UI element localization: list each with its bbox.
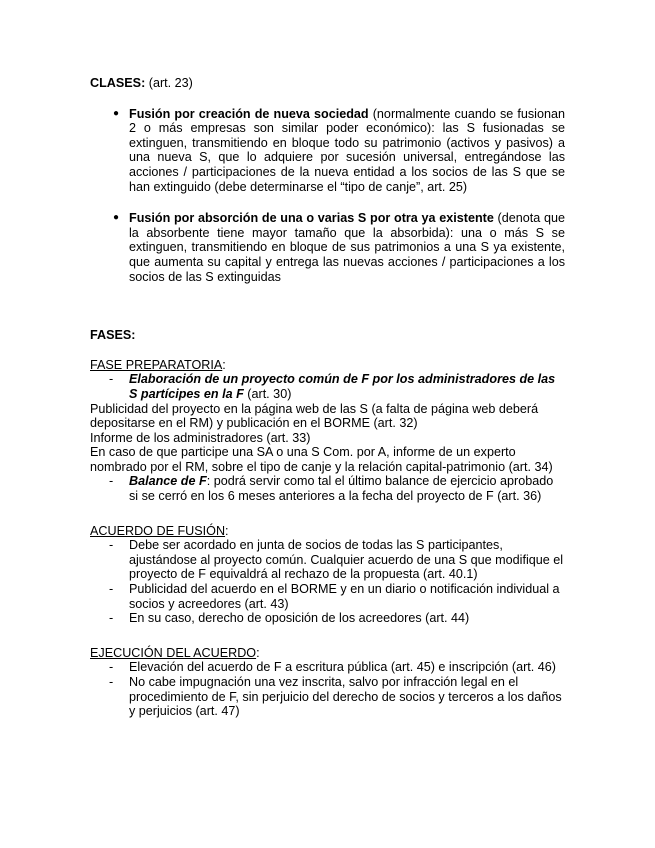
section-title: EJECUCIÓN DEL ACUERDO xyxy=(90,645,257,660)
section-title: FASE PREPARATORIA xyxy=(90,357,223,372)
clase-title: Fusión por absorción de una o varias S por otra ya existente xyxy=(129,211,494,226)
clases-list xyxy=(90,107,565,285)
dash-icon: - xyxy=(109,372,114,387)
dash-icon: - xyxy=(109,660,114,675)
bullet-icon: ● xyxy=(113,212,120,224)
paragraph: Publicidad del proyecto en la página web de las S (a falta de página web deberá depositarse en el RM) y publicación en el BORME (art. 32) xyxy=(90,401,539,431)
list-item xyxy=(90,582,565,611)
section-heading xyxy=(90,646,565,661)
dash-list xyxy=(90,538,565,626)
section-heading xyxy=(90,524,565,539)
ejecucion-acuerdo-section xyxy=(90,646,565,719)
dash-icon: - xyxy=(109,582,114,597)
section-colon: : xyxy=(256,645,260,660)
dash-list xyxy=(90,474,565,503)
clases-heading xyxy=(90,76,565,91)
clase-item-creacion xyxy=(90,107,565,195)
fases-heading: FASES: xyxy=(90,328,136,343)
clase-item-absorcion xyxy=(90,211,565,284)
item-text: Debe ser acordado en junta de socios de todas las S participantes, ajustándose al proyecto común. Cualquier acuerdo de una S que modifique el proyecto de F equivaldrá al rechazo de la propuesta (art. 40.1) xyxy=(129,538,564,582)
clase-text: (denota que la absorbente tiene mayor tamaño que la absorbida): una o más S se extinguen, transmitiendo en bloque de sus patrimonios a una S ya existente, que aumenta su capital y entrega las nuevas acciones / participaciones a los socios de las S extinguidas xyxy=(129,211,565,284)
item-text: : podrá servir como tal el último balance de ejercicio aprobado si se cerró en los 6 meses anteriores a la fecha del proyecto de F (art. 36) xyxy=(129,474,554,504)
clases-ref: (art. 23) xyxy=(145,76,193,90)
item-bold: Elaboración de un proyecto común de F por los administradores de las S partícipes en la F xyxy=(129,372,556,401)
dash-list xyxy=(90,660,565,718)
document-page xyxy=(90,76,565,719)
list-item xyxy=(90,538,565,582)
dash-icon: - xyxy=(109,611,114,626)
section-colon: : xyxy=(222,357,226,372)
acuerdo-fusion-section xyxy=(90,524,565,626)
clase-text: (normalmente cuando se fusionan 2 o más empresas son similar poder económico): las S fusionadas se extinguen, transmitiendo en bloque todo su patrimonio (activos y pasivos) a una nueva S, que lo adquiere por sucesión universal, entregándose las acciones / participaciones de la nueva entidad a los socios de las S que se han extinguido (debe determinarse el “tipo de canje”, art. 25) xyxy=(129,106,566,194)
dash-list xyxy=(90,372,565,401)
item-text: No cabe impugnación una vez inscrita, salvo por infracción legal en el procedimiento de F, sin perjuicio del derecho de socios y terceros a los daños y perjuicios (art. 47) xyxy=(129,675,562,719)
fase-preparatoria-section xyxy=(90,358,565,504)
paragraph: En caso de que participe una SA o una S Com. por A, informe de un experto nombrado por el RM, sobre el tipo de canje y la relación capital-patrimonio (art. 34) xyxy=(90,445,553,474)
section-colon: : xyxy=(225,523,229,538)
paragraph: Informe de los administradores (art. 33) xyxy=(90,430,311,445)
item-text: Publicidad del acuerdo en el BORME y en un diario o notificación individual a socios y acreedores (art. 43) xyxy=(129,582,560,611)
section-title: ACUERDO DE FUSIÓN xyxy=(90,523,226,538)
list-item xyxy=(90,372,565,401)
list-item xyxy=(90,611,565,626)
section-heading xyxy=(90,358,565,373)
dash-icon: - xyxy=(109,538,114,553)
clases-title: CLASES: xyxy=(90,76,146,90)
clase-title: Fusión por creación de nueva sociedad xyxy=(129,106,369,121)
list-item xyxy=(90,660,565,675)
item-text: En su caso, derecho de oposición de los acreedores (art. 44) xyxy=(129,611,470,626)
dash-icon: - xyxy=(109,474,114,489)
list-item xyxy=(90,474,565,503)
dash-icon: - xyxy=(109,675,114,689)
item-bold: Balance de F xyxy=(129,474,207,489)
bullet-icon: ● xyxy=(113,107,120,119)
item-ref: (art. 30) xyxy=(243,386,292,401)
list-item xyxy=(90,675,565,719)
item-text: Elevación del acuerdo de F a escritura pública (art. 45) e inscripción (art. 46) xyxy=(129,660,556,675)
